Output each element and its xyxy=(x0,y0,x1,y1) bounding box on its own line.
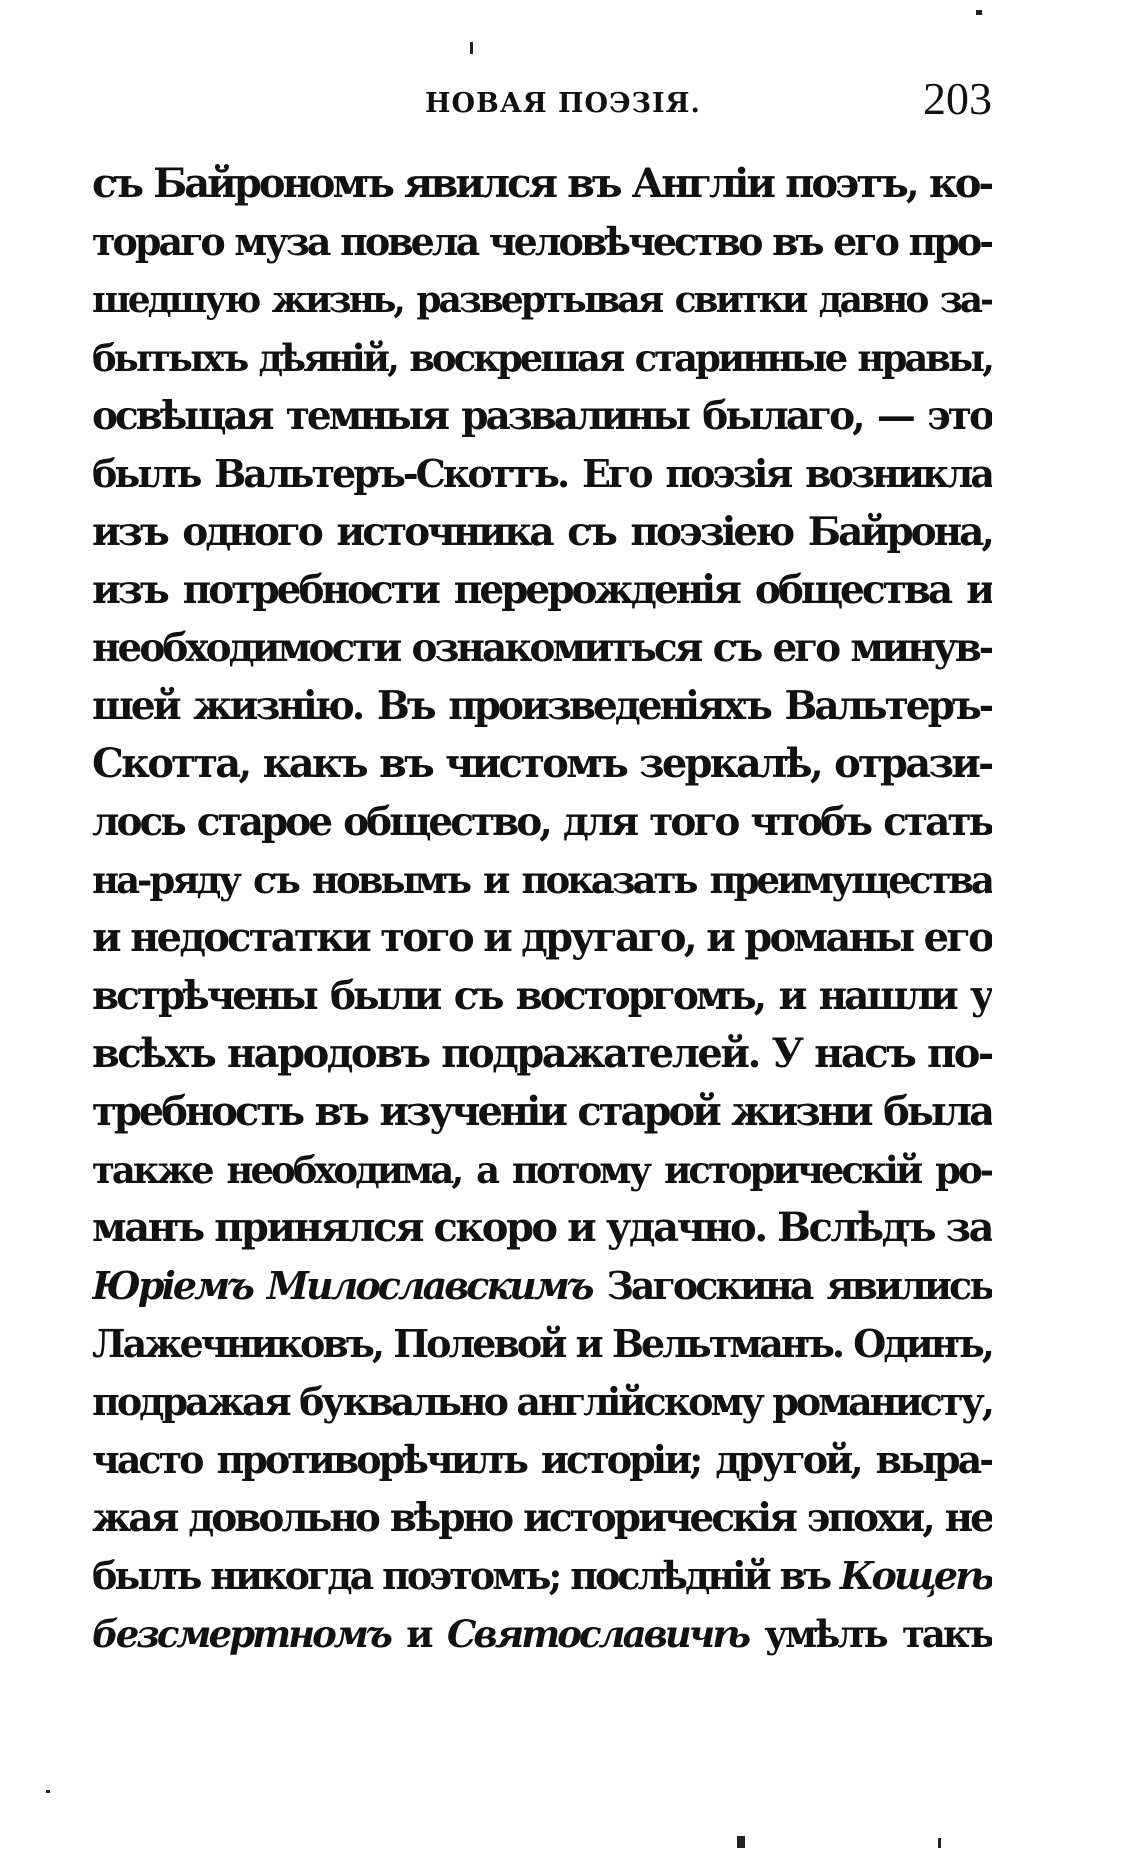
text-line: жая довольно вѣрно историческія эпохи, не xyxy=(92,1495,992,1541)
italic-title: Святославичѣ xyxy=(446,1612,749,1656)
scan-speck xyxy=(46,1790,50,1793)
text-line: также необходима, а потому историческій ро- xyxy=(92,1148,992,1192)
text-line: манъ принялся скоро и удачно. Вслѣдъ за xyxy=(92,1204,992,1251)
text-line xyxy=(92,1605,992,1663)
text-line: изъ одного источника съ поэзіею Байрона, xyxy=(92,509,992,555)
text-run: и xyxy=(389,1612,447,1656)
italic-title: Кощеѣ xyxy=(839,1553,992,1598)
text-line xyxy=(92,1547,992,1605)
italic-title: Юріемъ Милославскимъ xyxy=(92,1263,592,1308)
text-line: освѣщая темныя развалины былаго, — это xyxy=(92,393,992,439)
text-line: всѣхъ народовъ подражателей. У насъ по- xyxy=(92,1030,992,1077)
text-line: необходимости ознакомиться съ его минув- xyxy=(92,625,992,671)
text-line: тораго муза повела человѣчество въ его про- xyxy=(92,219,992,264)
text-line: Лажечниковъ, Полевой и Вельтманъ. Одинъ, xyxy=(92,1321,992,1366)
italic-title: безсмертномъ xyxy=(92,1612,390,1656)
scan-speck xyxy=(976,10,982,15)
scan-speck xyxy=(737,1836,745,1848)
running-title: НОВАЯ ПОЭЗІЯ. xyxy=(425,88,701,119)
text-line: изъ потребности перерожденія общества и xyxy=(92,567,992,613)
text-line: подражая буквально англійскому романисту, xyxy=(92,1379,992,1424)
scan-speck xyxy=(938,1838,941,1848)
body-text xyxy=(92,155,992,1663)
text-line: лось старое общество, для того чтобъ стать xyxy=(92,799,992,845)
scan-speck xyxy=(470,42,473,54)
text-run: Загоскина явились xyxy=(591,1263,992,1308)
text-line: часто противорѣчилъ исторіи; другой, выра- xyxy=(92,1437,992,1482)
text-run: былъ никогда поэтомъ; послѣдній въ xyxy=(92,1553,840,1598)
text-line: шедшую жизнь, развертывая свитки давно за- xyxy=(92,279,992,321)
text-line: требность въ изученіи старой жизни была xyxy=(92,1088,992,1135)
text-line: встрѣчены были съ восторгомъ, и нашли у xyxy=(92,973,992,1019)
text-line: былъ Вальтеръ-Скоттъ. Его поэзія возникла xyxy=(92,451,992,496)
page-header xyxy=(92,72,992,132)
text-line: и недостатки того и другаго, и романы его xyxy=(92,914,992,961)
text-line: на-ряду съ новымъ и показать преимущества xyxy=(92,858,992,902)
text-line xyxy=(92,1257,992,1315)
text-line: бытыхъ дѣяній, воскрешая старинные нравы, xyxy=(92,336,992,380)
text-line: съ Байрономъ явился въ Англіи поэтъ, ко- xyxy=(92,160,992,207)
text-line: шей жизнію. Въ произведеніяхъ Вальтеръ- xyxy=(92,683,992,729)
text-run: умѣлъ такъ xyxy=(748,1612,992,1656)
text-line: Скотта, какъ въ чистомъ зеркалѣ, отрази- xyxy=(92,740,992,787)
page-number: 203 xyxy=(923,73,992,124)
